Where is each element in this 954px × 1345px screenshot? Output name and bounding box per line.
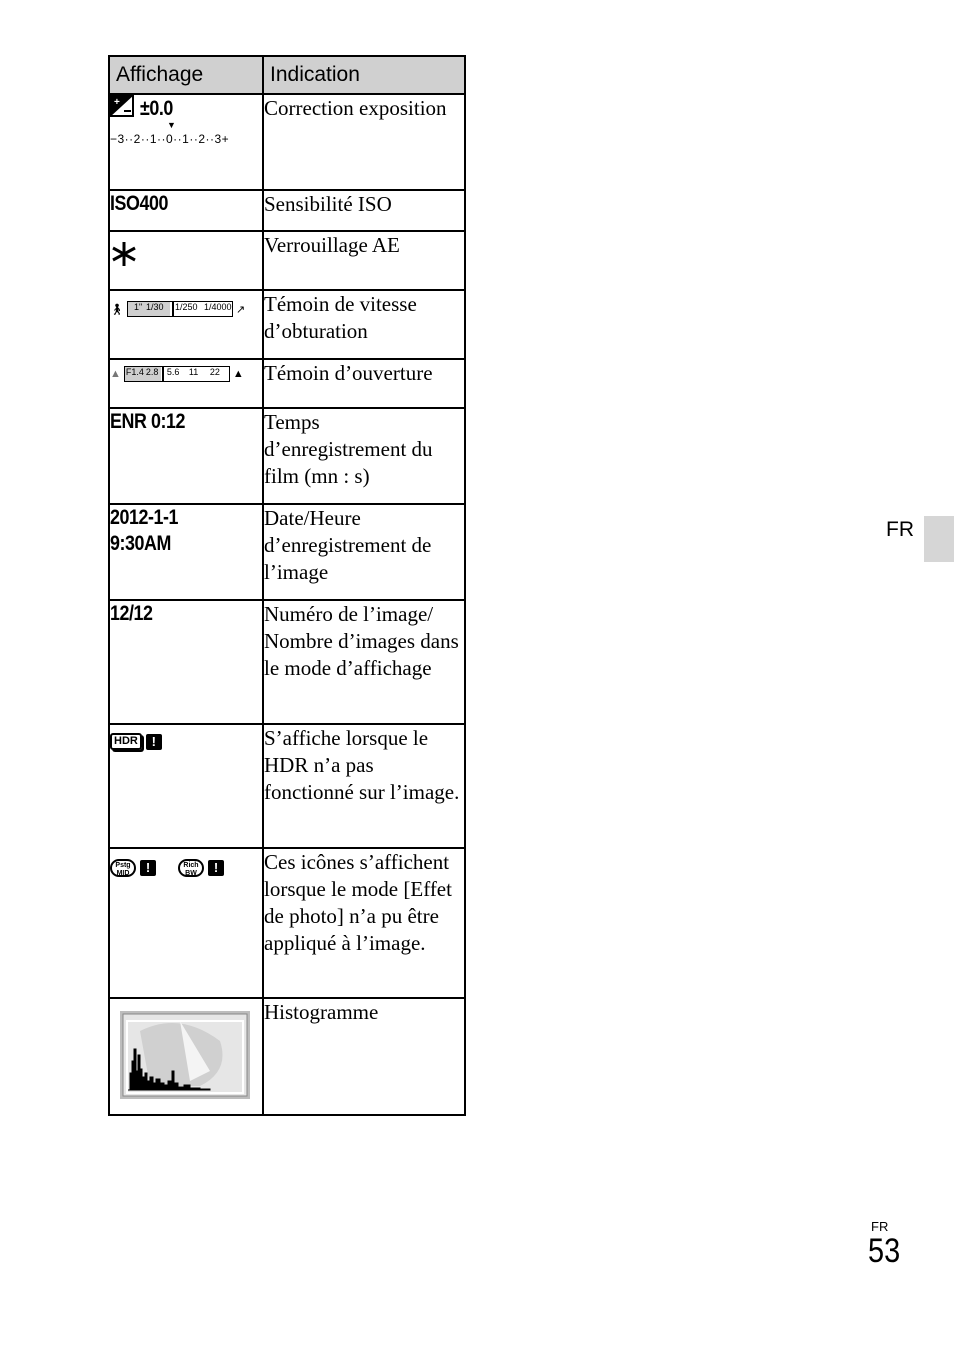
indication-cell: Correction exposition (263, 94, 465, 190)
table-row (109, 600, 465, 724)
indication-cell: Témoin de vitesse d’obturation (263, 290, 465, 359)
indication-cell: Sensibilité ISO (263, 190, 465, 231)
hdr-icon: HDR (110, 733, 142, 750)
iso-value: ISO400 (110, 192, 168, 215)
display-cell (109, 359, 263, 408)
table-row (109, 231, 465, 290)
recording-time: ENR 0:12 (110, 410, 185, 433)
rich-tone-bw-icon: Rich BW (178, 859, 204, 877)
exposure-compensation-icon (110, 95, 134, 122)
page-number: 53 (868, 1232, 901, 1270)
display-cell (109, 408, 263, 504)
background-sharp-icon: ▲ (232, 368, 244, 380)
shutter-speed-indicator-icon: 1" 1/30 1/250 1/4000 (127, 301, 233, 317)
header-indication: Indication (263, 56, 465, 94)
indication-cell: S’affiche lorsque le HDR n’a pas fonctionné sur l’image. (263, 724, 465, 848)
aperture-indicator-icon: F1.4 2.8 5.6 11 22 (124, 366, 230, 382)
indication-cell: Numéro de l’image/ Nombre d’images dans le mode d’affichage (263, 600, 465, 724)
person-running-icon: ↗ (235, 303, 246, 316)
table-row (109, 290, 465, 359)
indication-cell: Verrouillage AE (263, 231, 465, 290)
table-row (109, 504, 465, 600)
table-row (109, 94, 465, 190)
record-date: 2012-1-1 (110, 506, 179, 529)
indication-cell: Date/Heure d’enregistrement de l’image (263, 504, 465, 600)
exposure-value: ±0.0 (140, 96, 173, 120)
table-header-row (109, 56, 465, 94)
header-affichage: Affichage (109, 56, 263, 94)
warning-icon: ! (208, 860, 224, 876)
page-language: FR (871, 1219, 889, 1234)
language-side-label: FR (886, 518, 914, 541)
display-cell (109, 290, 263, 359)
indication-cell: Témoin d’ouverture (263, 359, 465, 408)
display-cell (109, 190, 263, 231)
ae-lock-icon (110, 240, 138, 273)
indication-cell: Ces icônes s’affichent lorsque le mode [Effet de photo] n’a pu être appliqué à l’image. (263, 848, 465, 998)
record-time: 9:30AM (110, 532, 171, 555)
display-indication-table (108, 55, 466, 1116)
person-still-icon: 🚶︎ (110, 303, 124, 316)
image-number: 12/12 (110, 602, 153, 625)
histogram-icon (120, 1011, 250, 1104)
display-cell (109, 94, 263, 190)
table-row (109, 359, 465, 408)
display-cell (109, 848, 263, 998)
table-row (109, 190, 465, 231)
display-cell (109, 231, 263, 290)
table-row (109, 724, 465, 848)
table-row (109, 408, 465, 504)
exposure-pointer-icon: ▼ (167, 120, 177, 130)
warning-icon: ! (146, 734, 162, 750)
indication-cell: Temps d’enregistrement du film (mn : s) (263, 408, 465, 504)
posterization-mid-icon: Pstg MID (110, 859, 136, 877)
display-cell (109, 724, 263, 848)
indication-cell: Histogramme (263, 998, 465, 1115)
svg-text:+: + (114, 97, 120, 108)
display-cell (109, 504, 263, 600)
table-row (109, 848, 465, 998)
exposure-scale: ▼ −3··2··1··0··1··2··3+ (110, 120, 230, 146)
table-row (109, 998, 465, 1115)
warning-icon: ! (140, 860, 156, 876)
language-side-tab (924, 516, 954, 562)
display-cell (109, 998, 263, 1115)
background-blur-icon: ▲ (110, 368, 121, 380)
display-cell (109, 600, 263, 724)
